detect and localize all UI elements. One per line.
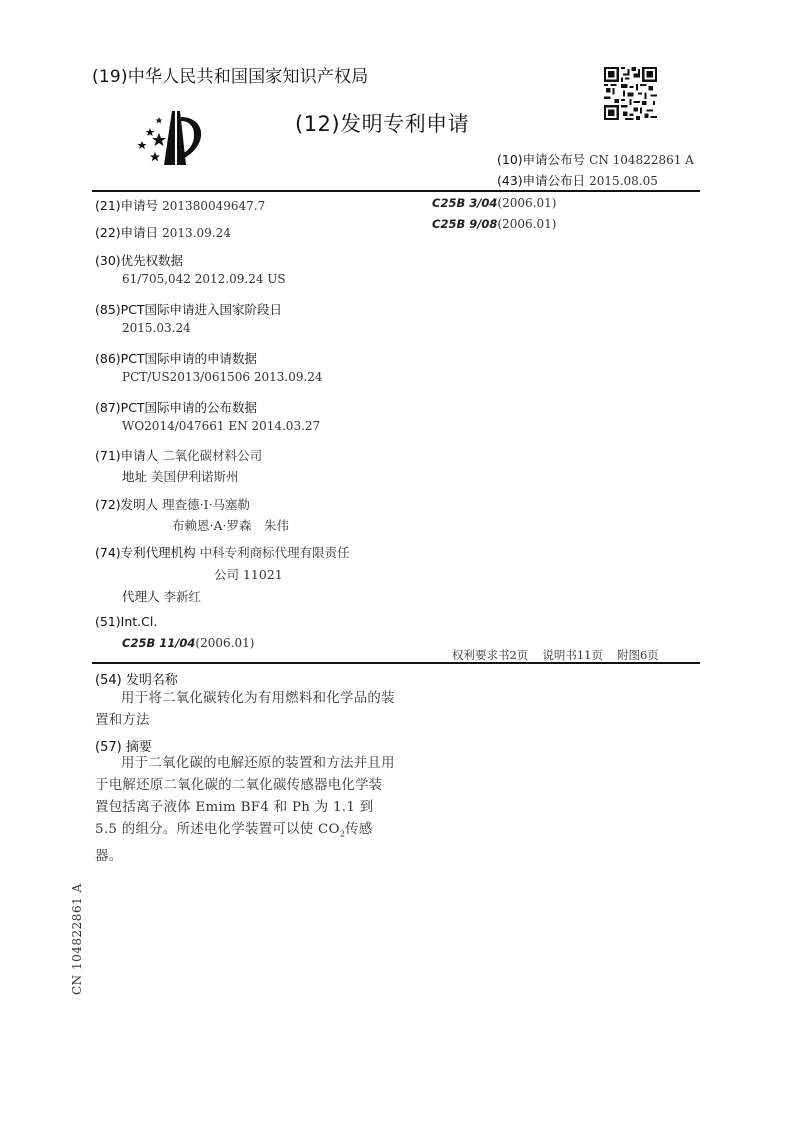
applicant-value: 二氧化碳材料公司 — [162, 448, 263, 463]
publication-date-value: 2015.08.05 — [589, 174, 658, 188]
header-divider — [92, 190, 700, 192]
pct-application-value: PCT/US2013/061506 2013.09.24 — [122, 370, 323, 384]
pct-publication-value: WO2014/047661 EN 2014.03.27 — [122, 419, 321, 433]
agent-label: 代理人 — [122, 589, 160, 604]
abstract-text-end: 传感器。 — [95, 822, 373, 864]
address-value: 美国伊利诺斯州 — [151, 469, 239, 484]
qr-code-icon[interactable] — [604, 67, 657, 120]
address-field — [122, 467, 239, 485]
agent-value: 李新红 — [163, 589, 202, 604]
pct-entry-label: (85)PCT国际申请进入国家阶段日 — [95, 302, 283, 317]
page-counts — [452, 647, 673, 663]
ipc-code: C25B 3/04 — [432, 196, 498, 210]
invention-title-label: (54) 发明名称 — [95, 673, 178, 688]
authority-heading: (19)中华人民共和国国家知识产权局 — [92, 67, 369, 87]
agency-line-1: 中科专利商标代理有限责任 — [199, 545, 350, 560]
agency-line-2: 公司 11021 — [214, 567, 283, 582]
agent-field — [122, 587, 201, 605]
publication-date-row — [497, 171, 658, 189]
abstract-text-main: 用于二氧化碳的电解还原的装置和方法并且用于电解还原二氧化碳的二氧化碳传感器电化学装置包括离子液体 Emim BF4 和 Ph 为 1.1 到 5.5 的组分。所述电化学装置可以使 CO — [95, 756, 395, 837]
cnipa-logo-icon — [128, 105, 204, 167]
pct-application-label: (86)PCT国际申请的申请数据 — [95, 351, 258, 366]
ipc-entry — [432, 196, 556, 210]
ipc-entry — [432, 217, 556, 231]
application-number-field — [95, 196, 265, 214]
pct-publication-label: (87)PCT国际申请的公布数据 — [95, 400, 258, 415]
application-date-field — [95, 223, 231, 241]
inventor-field — [95, 495, 250, 513]
abstract-text — [95, 753, 395, 868]
publication-date-label: (43)申请公布日 — [497, 173, 586, 188]
ipc-code: C25B 9/08 — [432, 217, 498, 231]
applicant-field — [95, 446, 262, 464]
application-date-value: 2013.09.24 — [162, 226, 231, 240]
applicant-label: (71)申请人 — [95, 448, 159, 463]
inventor-label: (72)发明人 — [95, 497, 159, 512]
inventor-line-2: 布赖恩·A·罗森 朱伟 — [172, 518, 289, 533]
drawings-pages: 附图6页 — [616, 648, 659, 662]
document-type-heading: (12)发明专利申请 — [295, 112, 470, 136]
priority-value: 61/705,042 2012.09.24 US — [122, 272, 286, 286]
agency-field — [95, 543, 350, 561]
side-publication-number: CN 104822861 A — [70, 883, 84, 995]
pct-entry-value: 2015.03.24 — [122, 321, 191, 335]
int-cl-entry — [122, 636, 254, 650]
int-cl-label: (51)Int.Cl. — [95, 614, 158, 629]
publication-number-row — [497, 150, 694, 168]
section-divider — [92, 662, 700, 664]
application-date-label: (22)申请日 — [95, 225, 159, 240]
application-number-label: (21)申请号 — [95, 198, 159, 213]
abstract-subscript: 2 — [339, 829, 346, 839]
application-number-value: 201380049647.7 — [162, 199, 266, 213]
int-cl-code: C25B 11/04 — [122, 636, 196, 650]
claims-pages: 权利要求书2页 — [452, 648, 529, 662]
description-pages: 说明书11页 — [542, 648, 603, 662]
address-label: 地址 — [122, 469, 148, 484]
int-cl-year: (2006.01) — [195, 636, 255, 650]
priority-label: (30)优先权数据 — [95, 253, 184, 268]
agency-label: (74)专利代理机构 — [95, 545, 196, 560]
publication-number-label: (10)申请公布号 — [497, 152, 586, 167]
ipc-year: (2006.01) — [497, 217, 557, 231]
ipc-year: (2006.01) — [497, 196, 557, 210]
abstract-label: (57) 摘要 — [95, 740, 152, 755]
invention-title-text: 用于将二氧化碳转化为有用燃料和化学品的装置和方法 — [95, 691, 395, 728]
publication-number-value: CN 104822861 A — [589, 153, 694, 167]
inventor-line-1: 理查德·I·马塞勒 — [162, 497, 251, 512]
